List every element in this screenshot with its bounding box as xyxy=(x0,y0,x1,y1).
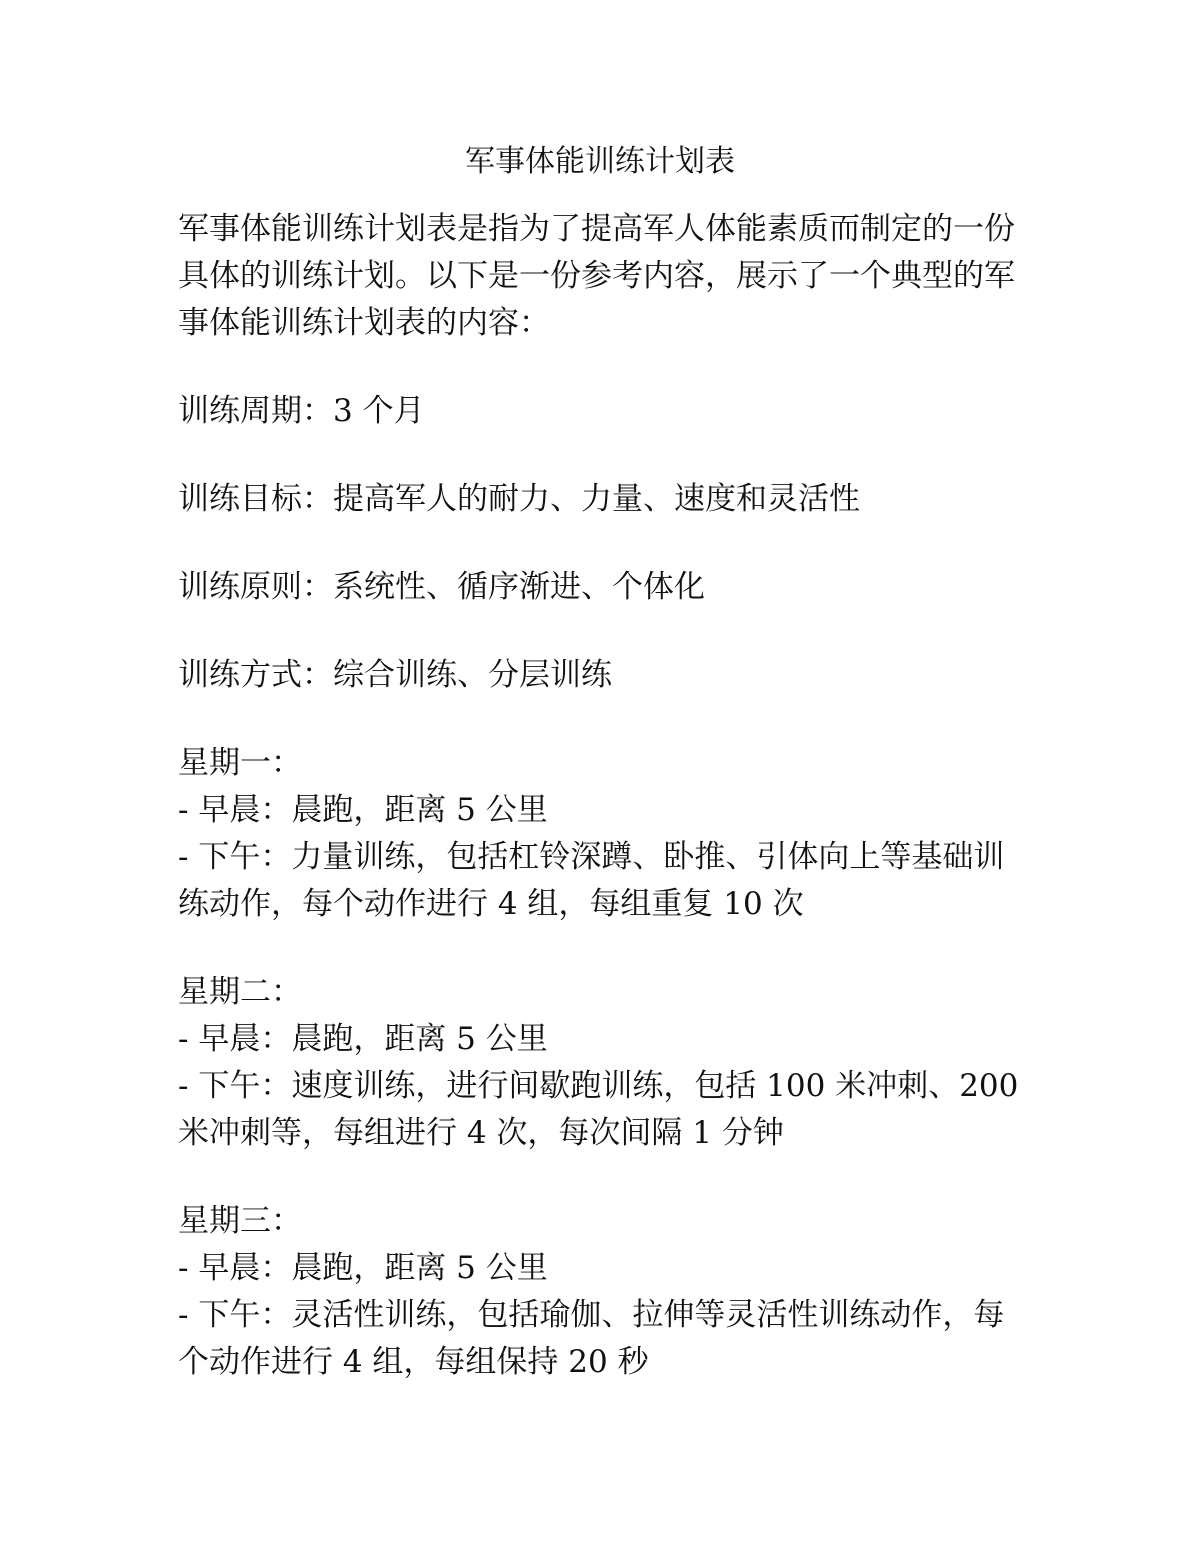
intro-line: 事体能训练计划表的内容： xyxy=(178,305,550,341)
document-body xyxy=(178,206,1028,1386)
day-section-monday xyxy=(178,740,1028,928)
document-title: 军事体能训练计划表 xyxy=(465,144,735,179)
day-section-tuesday xyxy=(178,969,1028,1157)
day-item: 米冲刺等，每组进行 4 次，每次间隔 1 分钟 xyxy=(178,1115,784,1151)
day-item: - 下午：速度训练，进行间歇跑训练，包括 100 米冲刺、200 xyxy=(178,1068,1019,1104)
day-label: 星期一： xyxy=(178,745,302,781)
intro-paragraph xyxy=(178,206,1028,347)
intro-line: 军事体能训练计划表是指为了提高军人体能素质而制定的一份 xyxy=(178,211,1015,247)
day-section-wednesday xyxy=(178,1198,1028,1386)
day-item: - 早晨：晨跑，距离 5 公里 xyxy=(178,1021,548,1057)
day-item: 个动作进行 4 组，每组保持 20 秒 xyxy=(178,1344,649,1380)
day-item: 练动作，每个动作进行 4 组，每组重复 10 次 xyxy=(178,886,804,922)
day-item: - 下午：灵活性训练，包括瑜伽、拉伸等灵活性训练动作，每 xyxy=(178,1297,1005,1333)
day-label: 星期二： xyxy=(178,974,302,1010)
training-principle: 训练原则：系统性、循序渐进、个体化 xyxy=(178,569,705,605)
training-goal: 训练目标：提高军人的耐力、力量、速度和灵活性 xyxy=(178,481,860,517)
day-item: - 早晨：晨跑，距离 5 公里 xyxy=(178,1250,548,1286)
intro-line: 具体的训练计划。以下是一份参考内容，展示了一个典型的军 xyxy=(178,258,1015,294)
day-label: 星期三： xyxy=(178,1203,302,1239)
day-item: - 下午：力量训练，包括杠铃深蹲、卧推、引体向上等基础训 xyxy=(178,839,1005,875)
training-method: 训练方式：综合训练、分层训练 xyxy=(178,657,612,693)
training-period: 训练周期：3 个月 xyxy=(178,393,425,429)
day-item: - 早晨：晨跑，距离 5 公里 xyxy=(178,792,548,828)
